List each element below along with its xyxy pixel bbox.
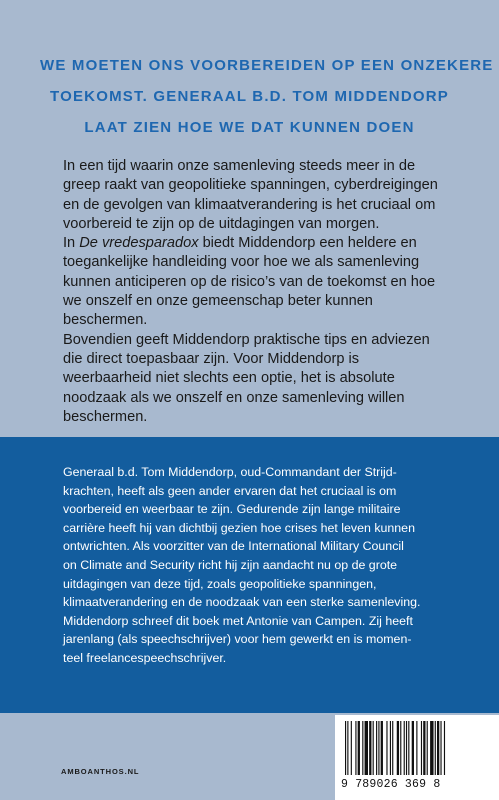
barcode-bar xyxy=(412,721,414,775)
isbn-digits: 9 789026 369 8 xyxy=(341,778,441,791)
bio-line: carrière heeft hij van dichtbij gezien hoe crises het leven kunnen xyxy=(63,520,415,535)
barcode-bar xyxy=(427,721,428,775)
bio-line: uitdagingen van deze tijd, zoals geopolitieke spanningen, xyxy=(63,576,377,591)
barcode-bar xyxy=(358,721,360,775)
barcode-bar xyxy=(365,721,368,775)
publisher-url: AMBOANTHOS.NL xyxy=(61,767,140,776)
barcode-bar xyxy=(408,721,409,775)
barcode-bar xyxy=(421,721,422,775)
bio-line: Middendorp schreef dit boek met Antonie van Campen. Zij heeft xyxy=(63,613,413,628)
barcode-bar xyxy=(373,721,374,775)
barcode-bar xyxy=(430,721,433,775)
barcode-bar xyxy=(400,721,401,775)
blurb-text xyxy=(63,157,449,427)
isbn-barcode xyxy=(335,715,499,800)
bio-line: on Climate and Security richt hij zijn aandacht nu op de grote xyxy=(63,557,398,572)
headline-line-3: LAAT ZIEN HOE WE DAT KUNNEN DOEN xyxy=(84,119,415,136)
barcode-bar xyxy=(440,721,441,775)
barcode-bar xyxy=(423,721,425,775)
book-title: De vredesparadox xyxy=(79,235,199,252)
barcode-bar xyxy=(345,721,346,775)
bio-line: jarenlang (als speechschrijver) voor hem gewerkt en is momen- xyxy=(63,632,412,647)
barcode-bars xyxy=(343,721,491,777)
blurb-paragraph-2-prefix: In xyxy=(63,235,76,252)
barcode-bar xyxy=(437,721,439,775)
barcode-bar xyxy=(416,721,417,775)
blurb-paragraph-1: In een tijd waarin onze samenleving steeds meer in de greep raakt van geopolitieke spanningen, cyberdreigingen en de gevolgen van klimaatverandering is het cruciaal om voorbereid te zijn op de uitdagingen van morgen. xyxy=(63,158,438,232)
barcode-bar xyxy=(381,721,383,775)
barcode-bar xyxy=(444,721,445,775)
bio-line: teel freelancespeechschrijver. xyxy=(63,650,227,665)
barcode-bar xyxy=(392,721,393,775)
barcode-bar xyxy=(406,721,407,775)
barcode-bar xyxy=(390,721,391,775)
bio-line: voorbereid en weerbaar te zijn. Gedurende zijn lange militaire xyxy=(63,502,401,517)
barcode-bar xyxy=(386,721,387,775)
blurb-paragraph-3: Bovendien geeft Middendorp praktische tips en adviezen die direct toepasbaar zijn. Voor Middendorp is weerbaarheid niet slechts een optie, het is absolute noodzaak als we onszelf en onze samenleving willen beschermen. xyxy=(63,331,430,425)
headline-line-2: TOEKOMST. GENERAAL B.D. TOM MIDDENDORP xyxy=(50,88,449,105)
headline xyxy=(40,50,494,143)
barcode-bar xyxy=(362,721,363,775)
barcode-bar xyxy=(376,721,377,775)
barcode-bar xyxy=(378,721,379,775)
bio-line: ontwrichten. Als voorzitter van de International Military Council xyxy=(63,539,404,554)
barcode-bar xyxy=(351,721,352,775)
bio-line: krachten, heeft als geen ander ervaren dat het cruciaal is om xyxy=(63,483,397,498)
barcode-bar xyxy=(355,721,356,775)
headline-line-1: WE MOETEN ONS VOORBEREIDEN OP EEN ONZEKERE xyxy=(40,57,494,74)
barcode-bar xyxy=(397,721,399,775)
author-bio xyxy=(63,463,457,668)
blurb-paragraph-2-rest: biedt Middendorp een heldere en toegankelijke handleiding voor hoe we als samenleving kunnen anticiperen op de risico’s van de toekomst en hoe we onszelf en onze gemeenschap beter kunnen beschermen. xyxy=(63,235,436,329)
bio-line: Generaal b.d. Tom Middendorp, oud-Commandant der Strijd- xyxy=(63,465,397,479)
blurb-paragraph-2 xyxy=(63,234,449,330)
barcode-bar xyxy=(347,721,348,775)
barcode-bar xyxy=(435,721,436,775)
barcode-bar xyxy=(404,721,405,775)
bio-line: klimaatverandering en de noodzaak van een sterke samenleving. xyxy=(63,595,421,610)
barcode-bar xyxy=(369,721,371,775)
